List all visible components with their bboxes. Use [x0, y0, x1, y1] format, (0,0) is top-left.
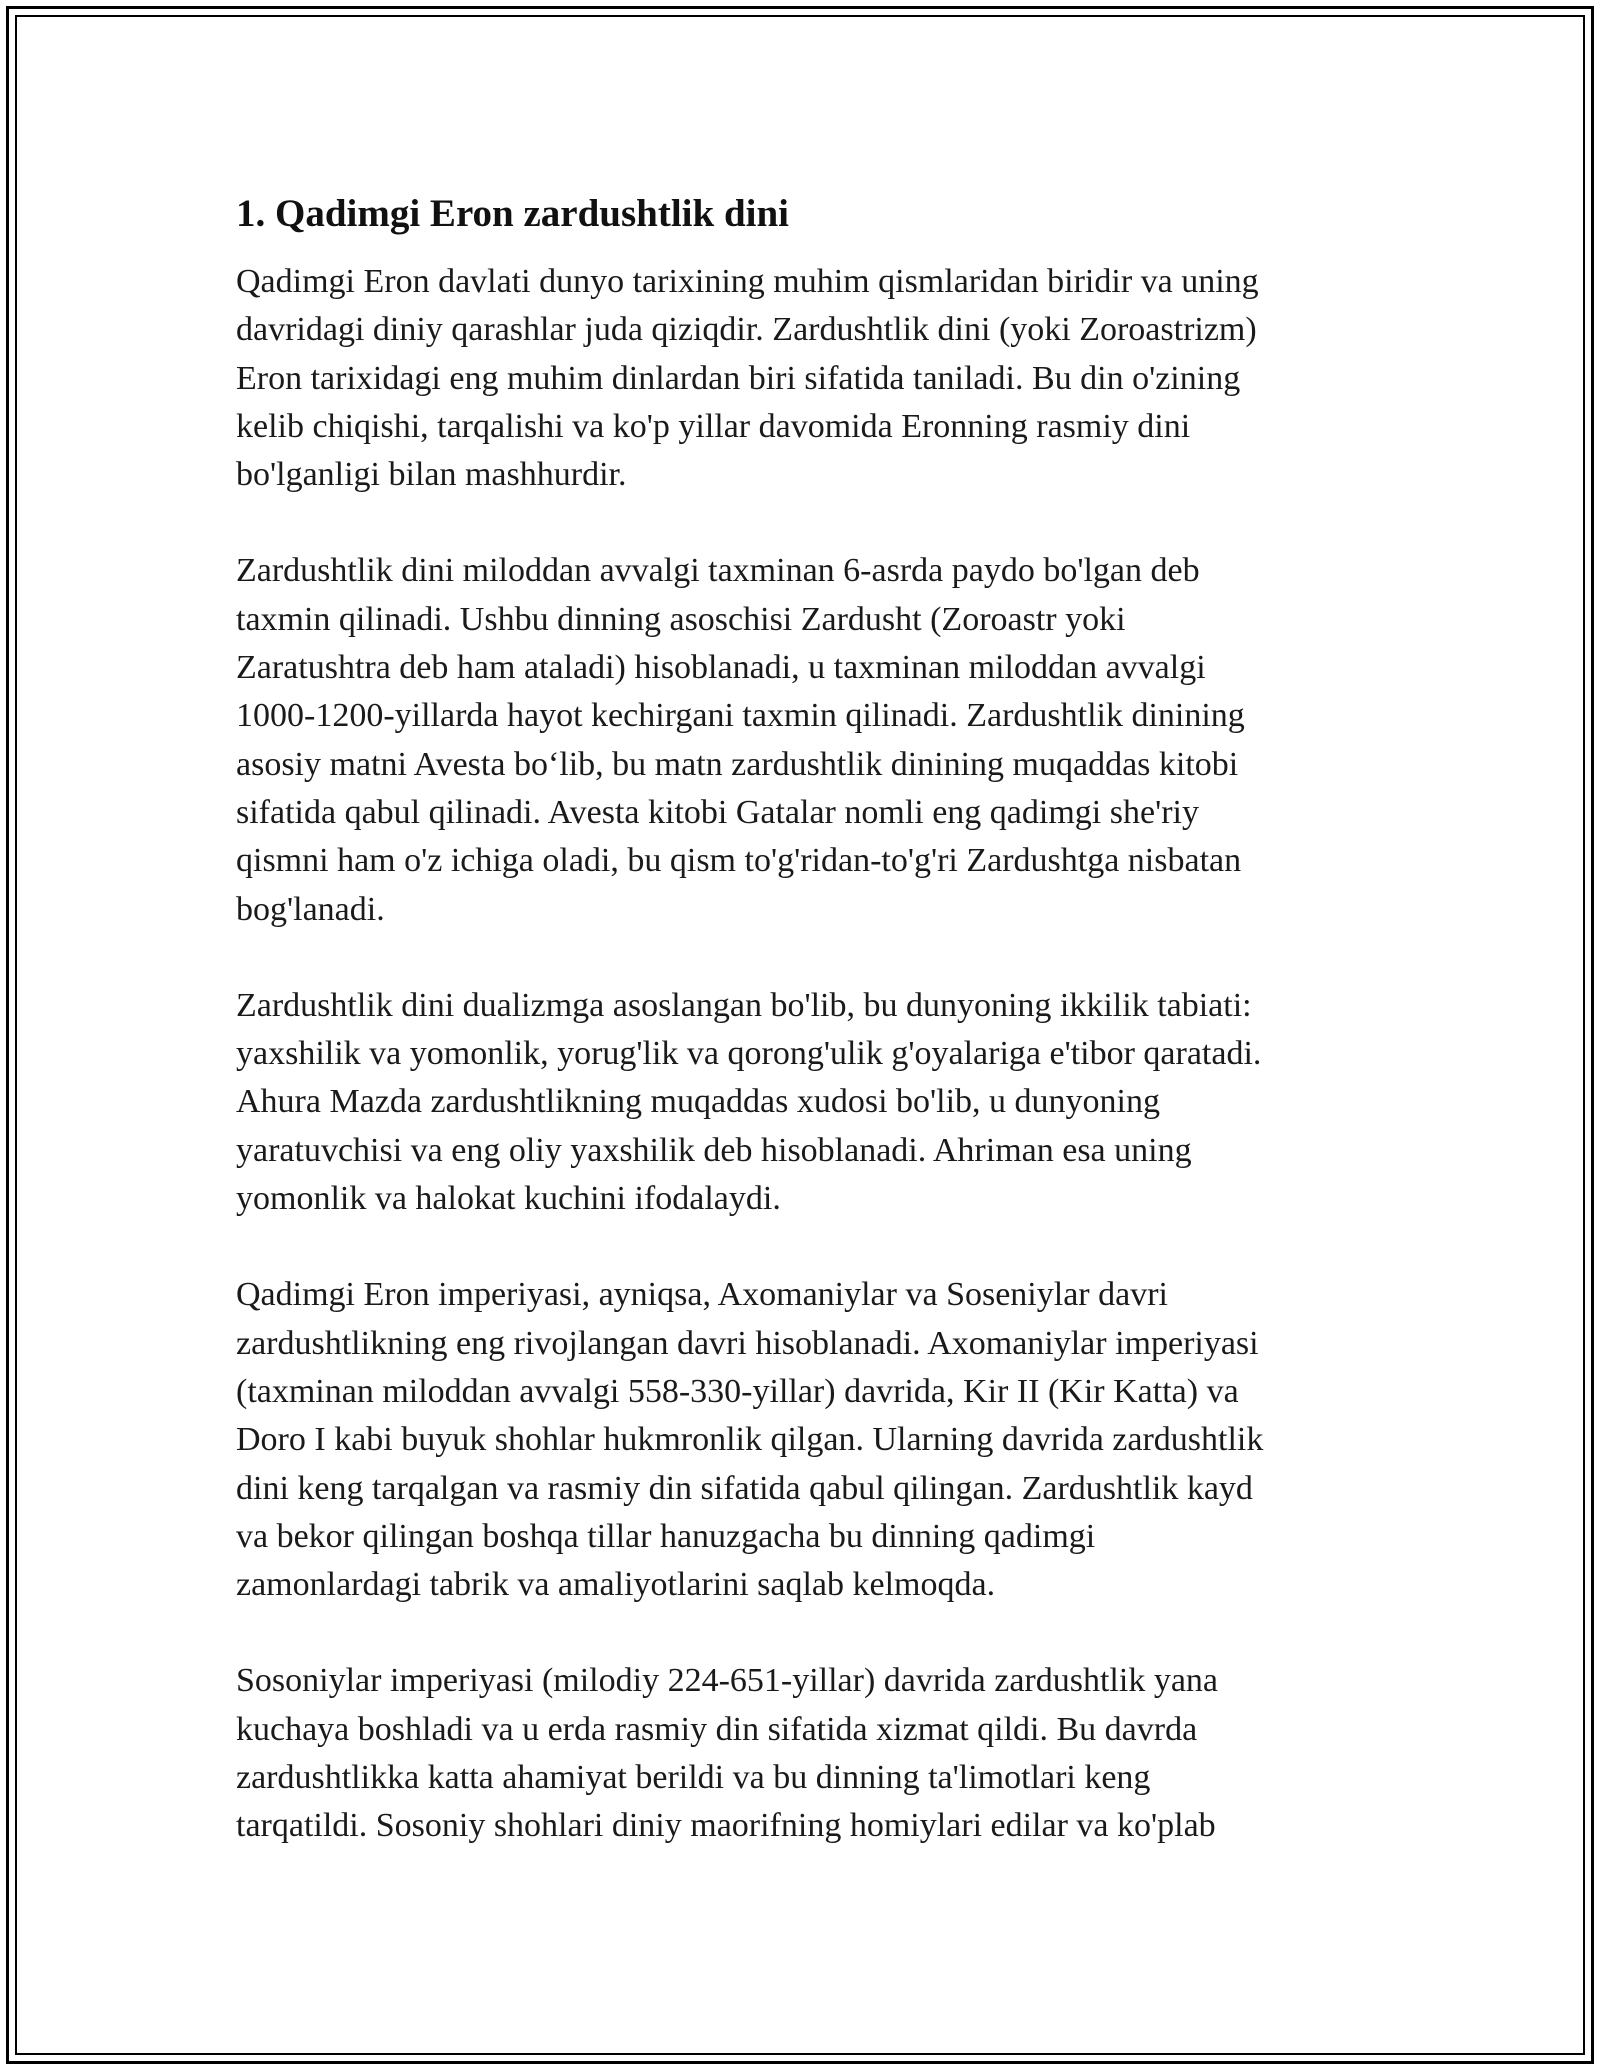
text-line: va bekor qilingan boshqa tillar hanuzgacha bu dinning qadimgi — [236, 1517, 1096, 1555]
text-line: asosiy matni Avesta bo‘lib, bu matn zardushtlik dinining muqaddas kitobi — [236, 745, 1239, 783]
text-line: davridagi diniy qarashlar juda qiziqdir. Zardushtlik dini (yoki Zoroastrizm) — [236, 311, 1257, 349]
text-line: yaratuvchisi va eng oliy yaxshilik deb hisoblanadi. Ahriman esa uning — [236, 1131, 1192, 1169]
paragraph-empires — [236, 1271, 1366, 1609]
paragraph-dualism — [236, 982, 1366, 1223]
text-line: Zardushtlik dini dualizmga asoslangan bo'lib, bu dunyoning ikkilik tabiati: — [236, 986, 1252, 1024]
text-line: dini keng tarqalgan va rasmiy din sifatida qabul qilingan. Zardushtlik kayd — [236, 1469, 1253, 1507]
text-line: sifatida qabul qilinadi. Avesta kitobi Gatalar nomli eng qadimgi she'riy — [236, 793, 1199, 831]
text-line: zardushtlikka katta ahamiyat berildi va bu dinning ta'limotlari keng — [236, 1759, 1151, 1797]
text-line: Zaratushtra deb ham ataladi) hisoblanadi, u taxminan miloddan avvalgi — [236, 649, 1206, 687]
text-line: taxmin qilinadi. Ushbu dinning asoschisi Zardusht (Zoroastr yoki — [236, 600, 1126, 638]
text-line: Qadimgi Eron davlati dunyo tarixining muhim qismlaridan biridir va uning — [236, 263, 1259, 300]
paragraph-intro — [236, 258, 1366, 499]
text-line: yomonlik va halokat kuchini ifodalaydi. — [236, 1180, 781, 1218]
text-line: Doro I kabi buyuk shohlar hukmronlik qilgan. Ularning davrida zardushtlik — [236, 1421, 1264, 1459]
text-line: Eron tarixidagi eng muhim dinlardan biri sifatida taniladi. Bu din o'zining — [236, 359, 1241, 397]
text-line: yaxshilik va yomonlik, yorug'lik va qorong'ulik g'oyalariga e'tibor qaratadi. — [236, 1035, 1262, 1073]
text-line: zardushtlikning eng rivojlangan davri hisoblanadi. Axomaniylar imperiyasi — [236, 1324, 1259, 1362]
text-line: Zardushtlik dini miloddan avvalgi taxminan 6-asrda paydo bo'lgan deb — [236, 552, 1200, 590]
text-line: kelib chiqishi, tarqalishi va ko'p yillar davomida Eronning rasmiy dini — [236, 407, 1191, 445]
text-line: kuchaya boshladi va u erda rasmiy din sifatida xizmat qildi. Bu davrda — [236, 1710, 1198, 1748]
text-line: (taxminan miloddan avvalgi 558-330-yillar) davrida, Kir II (Kir Katta) va — [236, 1372, 1239, 1410]
text-line: Qadimgi Eron imperiyasi, ayniqsa, Axomaniylar va Soseniylar davri — [236, 1276, 1168, 1314]
document-body — [236, 186, 1366, 1899]
text-line: zamonlardagi tabrik va amaliyotlarini saqlab kelmoqda. — [236, 1566, 996, 1604]
text-line: 1000-1200-yillarda hayot kechirgani taxmin qilinadi. Zardushtlik dinining — [236, 697, 1245, 735]
text-line: Sosoniylar imperiyasi (milodiy 224-651-yillar) davrida zardushtlik yana — [236, 1662, 1218, 1700]
paragraph-origins — [236, 547, 1366, 933]
text-line: Ahura Mazda zardushtlikning muqaddas xudosi bo'lib, u dunyoning — [236, 1083, 1160, 1121]
text-line: bo'lganligi bilan mashhurdir. — [236, 456, 627, 494]
paragraph-sasanian — [236, 1657, 1366, 1850]
text-line: tarqatildi. Sosoniy shohlari diniy maorifning homiylari edilar va ko'plab — [236, 1807, 1216, 1845]
section-heading: 1. Qadimgi Eron zardushtlik dini — [236, 192, 790, 235]
text-line: qismni ham o'z ichiga oladi, bu qism to'g'ridan-to'g'ri Zardushtga nisbatan — [236, 842, 1242, 880]
text-line: bog'lanadi. — [236, 890, 385, 928]
